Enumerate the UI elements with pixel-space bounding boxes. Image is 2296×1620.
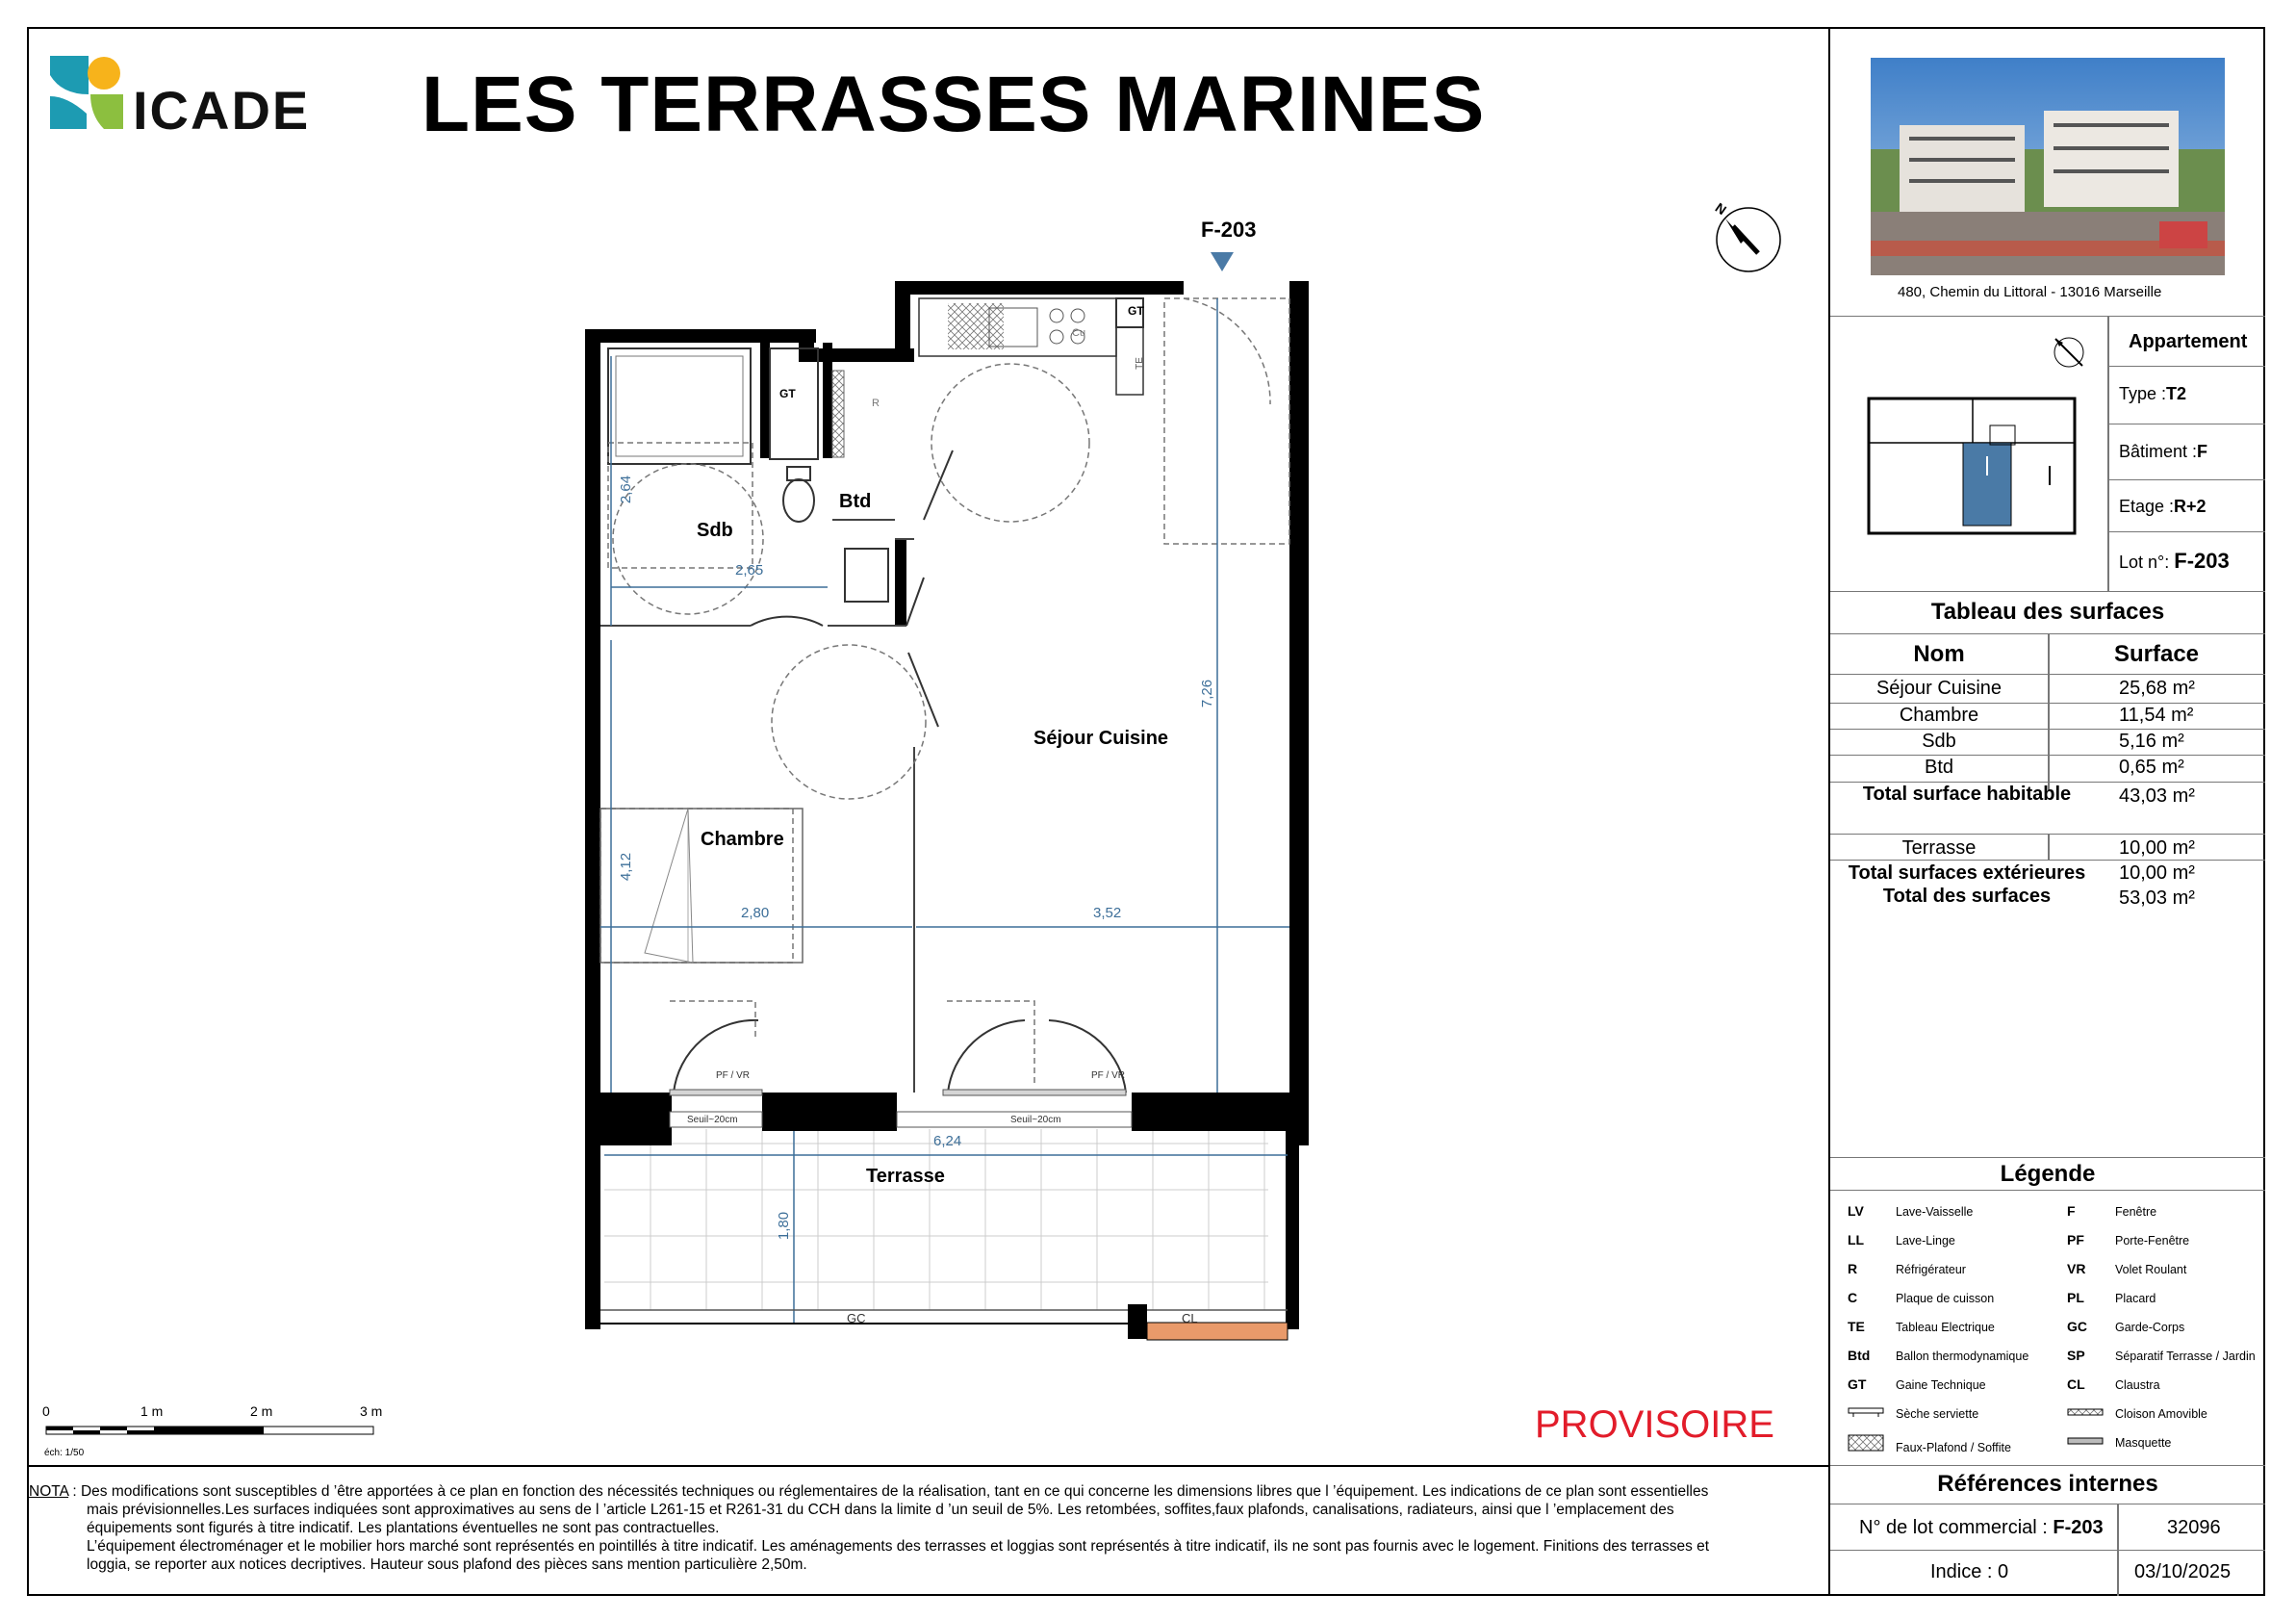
divider <box>2048 633 2050 791</box>
movable-partition-icon <box>2067 1406 2105 1418</box>
legend-item: Cloison Amovible <box>2067 1405 2207 1421</box>
divider <box>2108 531 2265 532</box>
surface-row-value: 25,68 m² <box>2119 678 2195 699</box>
commercial-lot: N° de lot commercial : F-203 <box>1859 1517 2104 1538</box>
surface-row-name: Séjour Cuisine <box>1875 678 2003 699</box>
divider <box>2108 366 2265 367</box>
svg-text:N: N <box>1712 199 1730 219</box>
legend-item: Faux-Plafond / Soffite <box>1848 1434 2011 1454</box>
legend-item: Masquette <box>2067 1434 2171 1450</box>
divider <box>2107 316 2109 591</box>
scale-label: éch: 1/50 <box>44 1448 85 1458</box>
type-row: Type :T2 <box>2119 384 2187 403</box>
hatched-ceiling-icon <box>1848 1434 1886 1452</box>
surfaces-heading: Tableau des surfaces <box>1930 599 2165 625</box>
total-ext-label: Total surfaces extérieures <box>1848 862 2086 884</box>
revision-date: 03/10/2025 <box>2134 1561 2232 1582</box>
building-row: Bâtiment :F <box>2119 442 2208 461</box>
total-ext-value: 10,00 m² <box>2119 862 2195 884</box>
fixture-te: TE <box>1134 357 1145 370</box>
dimension-label: 3,52 <box>1093 905 1122 921</box>
divider <box>1830 1550 2265 1551</box>
dimension-label: 2,64 <box>618 475 635 504</box>
page-title: LES TERRASSES MARINES <box>421 61 1486 148</box>
legend-item: GC Garde-Corps <box>2067 1319 2185 1334</box>
fixture-cl: CL <box>1182 1311 1198 1325</box>
legend-item: SP Séparatif Terrasse / Jardin <box>2067 1348 2256 1363</box>
scale-tick: 2 m <box>250 1403 273 1419</box>
divider <box>2108 479 2265 480</box>
nota-line: : Des modifications sont susceptibles d ’être apportées à ce plan en fonction des nécessités techniques ou réglementaires de la réalisation, tant en ce qui concerne les dimensions libres que l ’équipement. Les indications de ce plan sont essentielles <box>68 1483 1709 1500</box>
dimension-label: 2,80 <box>741 905 770 921</box>
sidebar-divider <box>1828 27 1830 1596</box>
divider <box>1830 1157 2265 1158</box>
fixture-gt: GT <box>779 387 796 400</box>
refs-heading: Références internes <box>1937 1471 2158 1497</box>
legend-item: PL Placard <box>2067 1290 2156 1305</box>
dimension-label: 1,80 <box>776 1211 793 1241</box>
col-surface: Surface <box>2113 641 2200 667</box>
legend-item: LL Lave-Linge <box>1848 1232 1955 1247</box>
mini-compass-icon <box>2048 331 2090 373</box>
legend-item: Sèche serviette <box>1848 1405 1978 1421</box>
legend-item: R Réfrigérateur <box>1848 1261 1966 1276</box>
divider <box>1830 1190 2265 1191</box>
scale-tick: 3 m <box>360 1403 383 1419</box>
nota-line: L’équipement électroménager et le mobilier hors marché sont représentés en pointillés à titre indicatif. Les aménagements des terrasses et loggias sont représentés à titre indicatif, ils ne sont pas fournis avec le logement. Finitions des terrasses et <box>87 1538 1710 1555</box>
scale-tick: 1 m <box>140 1403 164 1419</box>
fixture-cu: Cu <box>1072 327 1086 339</box>
divider <box>1830 1465 2265 1466</box>
address: 480, Chemin du Littoral - 13016 Marseille <box>1898 284 2162 300</box>
legend-item: CL Claustra <box>2067 1376 2160 1392</box>
terrasse-value: 10,00 m² <box>2119 837 2195 859</box>
legend-item: Btd Ballon thermodynamique <box>1848 1348 2029 1363</box>
divider <box>1830 703 2265 704</box>
terrace-floor <box>604 1129 1268 1310</box>
internal-code: 32096 <box>2167 1517 2221 1538</box>
key-plan-image <box>1867 389 2086 539</box>
fixture-gt: GT <box>1128 304 1144 318</box>
masquette-icon <box>2067 1435 2105 1447</box>
legend-item: F Fenêtre <box>2067 1203 2157 1219</box>
scale-tick: 0 <box>42 1403 50 1419</box>
legend-heading: Légende <box>2000 1161 2096 1187</box>
icade-logo-icon <box>50 56 127 129</box>
fixture-seuil: Seuil~20cm <box>1010 1115 1061 1125</box>
floor-plan <box>539 173 1366 1367</box>
nota-label: NOTA <box>29 1483 69 1500</box>
total-habitable-value: 43,03 m² <box>2119 785 2195 807</box>
nota-block <box>29 1482 1819 1574</box>
scale-bar <box>38 1423 404 1438</box>
surface-row-name: Chambre <box>1899 705 1979 726</box>
terrasse-label: Terrasse <box>1901 837 1977 859</box>
north-compass-icon <box>1708 197 1785 274</box>
divider <box>1830 755 2265 756</box>
surface-row-value: 5,16 m² <box>2119 731 2184 752</box>
col-name: Nom <box>1913 641 1965 667</box>
surface-row-name: Sdb <box>1922 731 1956 752</box>
surface-row-value: 11,54 m² <box>2119 705 2194 726</box>
building-rendering-image <box>1871 58 2225 275</box>
divider <box>2048 834 2050 860</box>
fixture-gc: GC <box>847 1311 866 1325</box>
nota-line: loggia, se reporter aux notices decriptives. Hauteur sous plafond des pièces sans mention particulière 2,50m. <box>87 1556 807 1573</box>
legend-item: C Plaque de cuisson <box>1848 1290 1995 1305</box>
lot-marker: F-203 <box>1201 218 1257 242</box>
dimension-label: 4,12 <box>618 852 635 882</box>
nota-line: équipements sont figurés à titre indicatif. Les plantations éventuelles ne sont pas contractuelles. <box>87 1520 720 1536</box>
surface-row-value: 0,65 m² <box>2119 757 2184 778</box>
dimension-label: 7,26 <box>1199 679 1216 708</box>
logo-text: ICADE <box>133 80 311 141</box>
dimension-label: 6,24 <box>933 1133 962 1149</box>
fixture-seuil: Seuil~20cm <box>687 1115 738 1125</box>
room-label-btd: Btd <box>839 491 872 512</box>
dimension-label: 2,65 <box>735 562 764 579</box>
total-value: 53,03 m² <box>2119 887 2195 909</box>
legend-item: TE Tableau Electrique <box>1848 1319 1995 1334</box>
divider <box>1830 591 2265 592</box>
divider <box>1830 860 2265 861</box>
divider <box>1830 316 2265 317</box>
total-label: Total des surfaces <box>1882 886 2052 907</box>
nota-divider <box>27 1465 1830 1467</box>
divider <box>1830 782 2265 783</box>
lot-row: Lot n°: F-203 <box>2119 549 2230 573</box>
divider <box>1830 729 2265 730</box>
fixture-r: R <box>872 398 880 409</box>
fixture-pf-vr: PF / VR <box>716 1070 751 1081</box>
room-label-sdb: Sdb <box>697 520 733 541</box>
status-provisoire: PROVISOIRE <box>1535 1403 1774 1446</box>
index-row: Indice : 0 <box>1930 1561 2009 1582</box>
floor-row: Etage :R+2 <box>2119 497 2207 516</box>
towel-dryer-icon <box>1848 1406 1886 1418</box>
room-label-terrasse: Terrasse <box>866 1166 945 1187</box>
legend-item: PF Porte-Fenêtre <box>2067 1232 2190 1247</box>
room-label-sejour: Séjour Cuisine <box>1033 728 1169 749</box>
nota-line: mais prévisionnelles.Les surfaces indiquées sont approximatives au sens de l ’article L261-15 et R261-31 du CCH dans la limite d ’un seuil de 5%. Les retombées, soffites,faux plafonds, canalisations, radiateurs, ainsi que l ’emplacement des <box>87 1502 1674 1518</box>
surface-row-name: Btd <box>1924 757 1954 778</box>
legend-item: LV Lave-Vaisselle <box>1848 1203 1974 1219</box>
fixture-pf-vr: PF / VR <box>1091 1070 1126 1081</box>
legend-item: VR Volet Roulant <box>2067 1261 2187 1276</box>
apartment-heading: Appartement <box>2129 331 2248 352</box>
legend-item: GT Gaine Technique <box>1848 1376 1986 1392</box>
room-label-chambre: Chambre <box>701 829 784 850</box>
total-habitable-label: Total surface habitable <box>1862 784 2072 805</box>
